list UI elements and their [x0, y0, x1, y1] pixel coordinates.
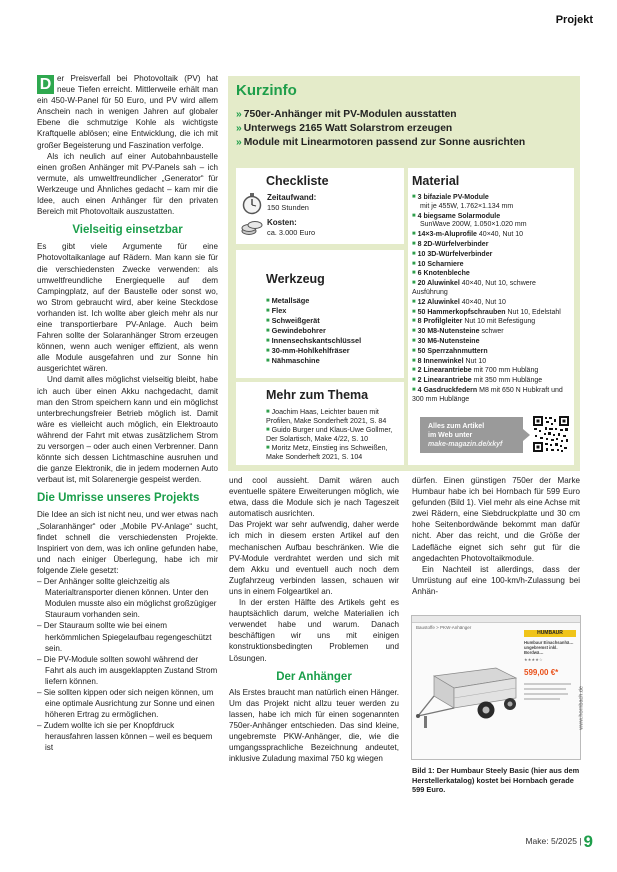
- bullet-icon: ■: [266, 444, 270, 451]
- list-item: ■ 12 Aluwinkel 40×40, Nut 10: [412, 298, 506, 306]
- list-item: – Der Stauraum sollte wie bei einem herkömmlichen Spiegelaufbau regengeschützt sein.: [37, 621, 212, 653]
- bullet-icon: ■: [412, 367, 416, 374]
- list-item: – Der Anhänger sollte gleichzeitig als Materialtransporter dienen können. Unter den Modulen musste also ein möglichst großzügiger Stauraum vorhanden sein.: [37, 577, 217, 620]
- web-url: make-magazin.de/xkyf: [428, 441, 503, 448]
- list-item: ■ 4 biegsame Solarmodule SunWave 200W, 1.050×1.020 mm: [412, 212, 527, 229]
- list-item: ■ 14×3-m-Aluprofile 40×40, Nut 10: [412, 231, 524, 239]
- bullet-icon: ■: [266, 348, 270, 354]
- shot-breadcrumb: Baustoffe > PKW-Anhänger: [416, 625, 472, 630]
- paragraph: Das Projekt war sehr aufwendig, daher werde ich mich in diesem ersten Artikel auf den mechanischen Aufbau beschränken. Wie die PV-Module verdrahtet werden und sich mit dem Akku und eventuell auch noch dem Zugfahrzeug verbinden lassen, schauen wir uns in einem Folgeartikel an.: [229, 520, 399, 596]
- list-item: ■ 30 M6-Nutensteine: [412, 337, 480, 345]
- zeit-label: Zeitaufwand:: [267, 193, 317, 202]
- list-item: ■ Metallsäge: [266, 296, 310, 305]
- chevron-icon: »: [236, 109, 242, 120]
- bullet-icon: ■: [266, 358, 270, 364]
- paragraph: Als Erstes braucht man natürlich einen Hänger. Um das Projekt nicht allzu teuer werden zu lassen, habe ich mich für einen sogenannten 750er-Anhänger entschieden. Das sind kleine, ungebremste PKW-Anhänger, die, wie die umgangssprachliche Bezeichnung andeutet, inklusive Zuladung maximal 750 kg wiegen: [229, 687, 399, 764]
- list-item: ■ Schweißgerät: [266, 316, 320, 325]
- bullet-icon: ■: [412, 377, 416, 384]
- zeit-value: 150 Stunden: [267, 203, 309, 212]
- list-item: ■ 20 Aluwinkel 40×40, Nut 10, schwere Ausführung: [412, 280, 536, 296]
- arrow-icon: [523, 429, 530, 441]
- bullet-icon: ■: [412, 240, 416, 247]
- bullet-icon: ■: [412, 328, 416, 335]
- stopwatch-icon: [242, 193, 262, 215]
- section-heading: Vielseitig einsetzbar: [72, 224, 183, 237]
- list-item: ■ Guido Burger und Klaus-Uwe Gollmer, Der Solartisch, Make 4/22, S. 10: [266, 425, 393, 443]
- column-3: [412, 475, 580, 597]
- kurzinfo-point: » Module mit Linearmotoren passend zur Sonne ausrichten: [236, 137, 526, 148]
- werkzeug-title: Werkzeug: [266, 272, 325, 286]
- bullet-icon: ■: [266, 328, 270, 334]
- bullet-icon: ■: [412, 250, 416, 257]
- list-item: – Sie sollten kippen oder sich neigen können, um eine optimale Ausrichtung zur Sonne und einen höheren Ertrag zu ermöglichen.: [37, 687, 215, 720]
- kosten-label: Kosten:: [267, 218, 297, 227]
- bullet-icon: ■: [266, 338, 270, 344]
- shop-panel: [524, 630, 576, 750]
- bullet-icon: ■: [412, 308, 416, 315]
- detail-lines: [524, 683, 576, 700]
- product-screenshot: [411, 615, 585, 760]
- bullet-icon: ■: [412, 270, 416, 277]
- bullet-icon: ■: [412, 280, 416, 287]
- bullet-icon: ■: [412, 337, 416, 344]
- list-item: ■ 30-mm-Hohlkehlfräser: [266, 346, 350, 355]
- list-item: ■ 30 M8-Nutensteine schwer: [412, 328, 504, 336]
- list-item: ■ 2 Linearantriebe mit 350 mm Hublänge: [412, 377, 543, 385]
- kurzinfo-point: » 750er-Anhänger mit PV-Modulen ausstatten: [236, 109, 457, 120]
- checkliste-title: Checkliste: [266, 174, 329, 188]
- list-item: ■ 8 Profilgleiter Nut 10 mit Befestigung: [412, 318, 536, 326]
- qr-code-icon[interactable]: [532, 415, 570, 453]
- web-line-2: im Web unter: [428, 432, 473, 439]
- paragraph: dürfen. Einen günstigen 750er der Marke Humbaur habe ich bei Hornbach für 599 Euro gefunden (Bild 1). Viel mehr als eine Achse mit zwei Rädern, eine Siebdruckplatte und 30 cm hohe Seitenbordwände bekommt man dafür nicht. Aber das reicht, und die Größe der Ladefläche eignet sich sehr gut für die angedachten Photovoltaikmodule.: [412, 476, 580, 563]
- bullet-icon: ■: [412, 194, 416, 200]
- werkzeug-card: [236, 250, 404, 378]
- bullet-icon: ■: [412, 260, 416, 267]
- list-item: ■ Nähmaschine: [266, 356, 320, 365]
- list-item: ■ 8 Innenwinkel Nut 10: [412, 357, 487, 365]
- material-list: [412, 193, 572, 405]
- list-item: ■ Joachim Haas, Leichter bauen mit Profilen, Make Sonderheft 2021, S. 84: [266, 408, 387, 425]
- werkzeug-list: [266, 296, 361, 366]
- bullet-icon: ■: [266, 318, 270, 324]
- web-line-1: Alles zum Artikel: [428, 423, 485, 430]
- page-footer: [525, 832, 593, 852]
- list-item: ■ 50 Hammerkopfschrauben Nut 10, Edelstahl: [412, 308, 561, 316]
- section-label: Projekt: [555, 14, 593, 26]
- list-item: ■ Moritz Metz, Einstieg ins Schweißen, Make Sonderheft 2021, S. 104: [266, 443, 388, 461]
- bullet-icon: ■: [412, 212, 416, 219]
- column-2: [229, 475, 399, 764]
- paragraph: Und damit alles möglichst vielseitig bleibt, habe ich auch über einen Akku nachgedacht, damit man den Strom speichern kann und ein möglichst unterbrechungsfreier Betrieb möglich ist. Damit wäre es vielleicht auch möglich, ein Elektroauto während der Fahrt mit etwas zusätzlichem Strom zu versorgen – oder auch einen Verbrenner. Dann könnte sich dessen Lichtmaschine ausruhen und die ganze Elektronik, die in jedem modernen Auto verbaut ist, mit Solarenergie gespeist werden.: [37, 375, 218, 485]
- paragraph: In der ersten Hälfte des Artikels geht es hauptsächlich darum, welche Materialien ich verwendet habe und warum. Danach beschäftigen wir uns mit einigen konstruktionsbedingten Problemen und Lösungen.: [229, 598, 399, 663]
- list-item: ■ Innensechskantschlüssel: [266, 336, 362, 345]
- paragraph: Ein Nachteil ist allerdings, dass der Umrüstung auf eine 100-km/h-Zulassung bei Anhän-: [412, 564, 580, 596]
- drop-cap: D: [37, 75, 54, 94]
- column-1: [37, 73, 218, 754]
- kurzinfo-box: [228, 76, 580, 471]
- material-card: [408, 168, 574, 465]
- chevron-icon: »: [236, 123, 242, 134]
- list-item: ■ 6 Knotenbleche: [412, 270, 470, 278]
- bullet-icon: ■: [266, 298, 270, 304]
- list-item: ■ Gewindebohrer: [266, 326, 326, 335]
- paragraph: Als ich neulich auf einer Autobahnbaustelle einen großen Anhänger mit PV-Panels sah – ich vermute, als umweltfreundlicher „Generator“ für Werkzeuge und Ähnliches gedacht – kam mir die Idee, auch einen Anhänger für den privaten Bereich mit Photovoltaik auszustatten.: [37, 151, 218, 217]
- bullet-icon: ■: [412, 386, 416, 393]
- section-heading: Die Umrisse unseres Projekts: [37, 492, 200, 505]
- intro-paragraph: D er Preisverfall bei Photovoltaik (PV) hat neue Tiefen erreicht. Mittlerweile erhält man ein 450-W-Panel für 50 Euro, und PV wird allem Anschein nach in wenigen Jahren auf globaler Ebene die schmutzige Kohle als wichtigste Kraftquelle ablösen; eine Entwicklung, die ich mit großer Begeisterung und Faszination verfolge.: [37, 74, 218, 150]
- issue-label: Make: 5/2025 |: [525, 836, 582, 846]
- figure-caption: Bild 1: Der Humbaur Steely Basic (hier aus dem Herstellerkatalog) kostet bei Hornbach gerade 599 Euro.: [412, 766, 580, 795]
- list-item: ■ 8 2D-Würfelverbinder: [412, 240, 489, 248]
- list-item: – Die PV-Module sollten sowohl während der Fahrt als auch im ausgeklappten Zustand Strom liefern können.: [37, 654, 218, 686]
- product-name: Humbaur Einachsanhä… ungebremst inkl. Bordwä…: [524, 640, 574, 655]
- goals-list: [37, 576, 218, 754]
- rating-stars: ★★★★☆: [524, 657, 543, 662]
- bullet-icon: ■: [266, 426, 270, 433]
- brand-logo: HUMBAUR: [524, 630, 576, 637]
- watermark-url: www.hornbach.de: [579, 686, 585, 730]
- list-item: ■ 50 Sperrzahnmuttern: [412, 347, 488, 355]
- bullet-icon: ■: [412, 318, 416, 325]
- bullet-icon: ■: [412, 298, 416, 305]
- kosten-value: ca. 3.000 Euro: [267, 228, 316, 237]
- chevron-icon: »: [236, 137, 242, 148]
- trailer-image: [416, 646, 522, 741]
- list-item: ■ 4 Gasdruckfedern M8 mit 650 N Hubkraft und 300 mm Hublänge: [412, 386, 563, 403]
- material-title: Material: [412, 174, 460, 188]
- page-number: 9: [583, 832, 593, 851]
- list-item: ■ 2 Linearantriebe mit 700 mm Hubläng: [412, 367, 539, 375]
- list-item: – Zudem wollte ich sie per Knopfdruck herausfahren lassen können – weil es bequem ist: [37, 721, 213, 753]
- kurzinfo-title: Kurzinfo: [236, 82, 297, 99]
- paragraph: Es gibt viele Argumente für eine Photovoltaikanlage auf Rädern. Man kann sie für die verschiedensten Zwecke verwenden: als umweltfreundliche Energiequelle auf dem Campingplatz, auf der Baustelle oder sonst wo, wo Strom gebraucht wird, aber keine Steckdose vorhanden ist. Ich wollte aber gleich mehr als nur eine transportierbare PV-Anlage. Auch beim Fahren sollte der Solaranhänger Strom erzeugen können, wenn auch weniger effizient, als wenn alle Module ausgefahren und zur Sonne hin ausgerichtet wären.: [37, 242, 218, 374]
- list-item: ■ 10 Scharniere: [412, 260, 464, 268]
- list-item: ■ Flex: [266, 306, 287, 315]
- mehr-card: [236, 382, 404, 465]
- bullet-icon: ■: [266, 308, 270, 314]
- kurzinfo-point: » Unterwegs 2165 Watt Solarstrom erzeugen: [236, 123, 453, 134]
- section-heading: Der Anhänger: [276, 670, 352, 683]
- bullet-icon: ■: [412, 231, 416, 238]
- web-link[interactable]: [420, 417, 523, 453]
- bullet-icon: ■: [266, 409, 270, 415]
- mehr-title: Mehr zum Thema: [266, 388, 369, 402]
- mehr-list: [266, 408, 400, 461]
- paragraph: und cool aussieht. Damit wären auch eventuelle spätere Erweiterungen möglich, wie etwa, dass die Module sich je nach Tageszeit automatisch ausrichten.: [229, 476, 399, 519]
- shot-topbar: [412, 616, 580, 623]
- list-item: ■ 3 bifaziale PV-Module mit je 455W, 1.762×1.134 mm: [412, 194, 514, 210]
- checkliste-card: [236, 168, 404, 244]
- bullet-icon: ■: [412, 357, 416, 364]
- paragraph: Die Idee an sich ist nicht neu, und wer etwas nach „Solaranhänger“ oder „Mobile PV-Anlage“ sucht, findet schnell die verschiedensten Projekte. Inspiriert von dem, was ich online gefunden habe, und nach einiger Überlegung, habe ich mir folgende Ziele gesetzt:: [37, 510, 218, 575]
- price: 599,00 €*: [524, 668, 559, 677]
- bullet-icon: ■: [412, 347, 416, 354]
- list-item: ■ 10 3D-Würfelverbinder: [412, 250, 493, 258]
- kurzinfo-points: [236, 108, 525, 150]
- coins-icon: [241, 218, 263, 236]
